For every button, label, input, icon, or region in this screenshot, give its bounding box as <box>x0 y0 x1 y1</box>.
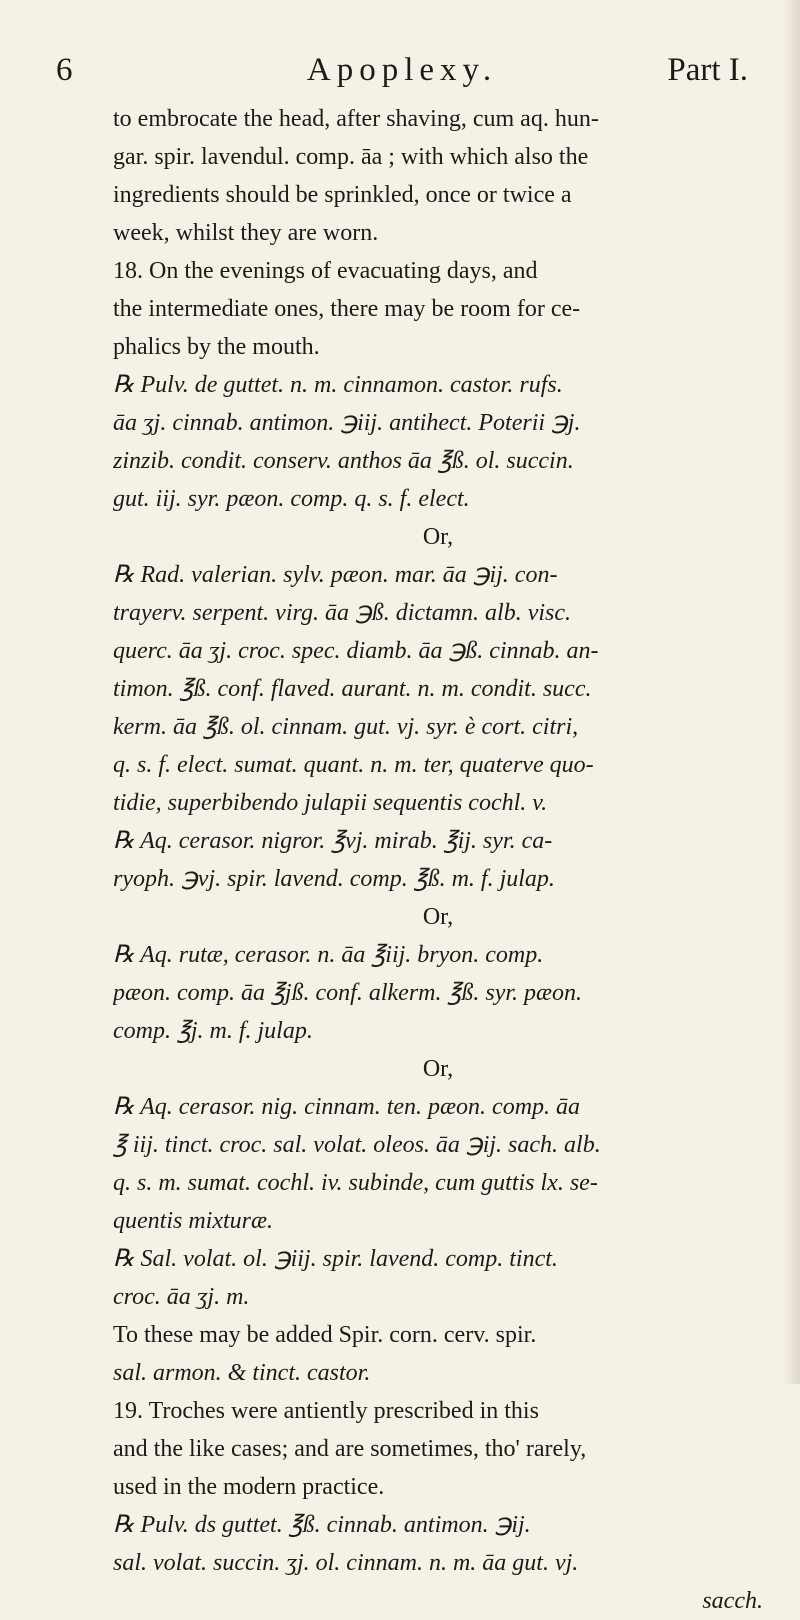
text-line: used in the modern practice. <box>113 1474 385 1500</box>
text-line: the intermediate ones, there may be room for ce- <box>113 296 581 322</box>
text-line: quentis mixturæ. <box>113 1208 273 1234</box>
text-line: ℞ Pulv. ds guttet. ℥ß. cinnab. antimon. ℈ij. <box>113 1512 531 1538</box>
text-line: To these may be added Spir. corn. cerv. spir. <box>113 1322 537 1348</box>
text-line: zinzib. condit. conserv. anthos āa ℥ß. ol. succin. <box>113 448 574 474</box>
text-line: pæon. comp. āa ℥jß. conf. alkerm. ℥ß. syr. pæon. <box>113 980 583 1006</box>
text-line: q. s. f. elect. sumat. quant. n. m. ter, quaterve quo- <box>113 752 594 778</box>
text-line: gar. spir. lavendul. comp. āa ; with which also the <box>113 144 589 170</box>
text-line: ℞ Rad. valerian. sylv. pæon. mar. āa ℈ij. con- <box>113 562 558 588</box>
text-line: sal. volat. succin. ʒj. ol. cinnam. n. m. āa gut. vj. <box>113 1550 579 1576</box>
page-edge-shading <box>782 0 800 1384</box>
part-label: Part I. <box>667 52 748 88</box>
text-line: querc. āa ʒj. croc. spec. diamb. āa ℈ß. cinnab. an- <box>113 638 599 664</box>
text-line: q. s. m. sumat. cochl. iv. subinde, cum guttis lx. se- <box>113 1170 598 1196</box>
page-number: 6 <box>56 52 73 88</box>
text-line: trayerv. serpent. virg. āa ℈ß. dictamn. alb. visc. <box>113 600 572 626</box>
text-line: ℞ Aq. cerasor. nigror. ℥vj. mirab. ℥ij. syr. ca- <box>113 828 553 854</box>
text-line: Or, <box>422 904 454 930</box>
text-line: 18. On the evenings of evacuating days, and <box>113 258 538 284</box>
text-line: timon. ℥ß. conf. flaved. aurant. n. m. condit. succ. <box>113 676 592 702</box>
text-line: Or, <box>422 524 454 550</box>
text-line: and the like cases; and are sometimes, tho' rarely, <box>113 1436 587 1462</box>
text-line: ryoph. ℈vj. spir. lavend. comp. ℥ß. m. f. julap. <box>113 866 555 892</box>
text-line: tidie, superbibendo julapii sequentis cochl. v. <box>113 790 548 816</box>
page-header <box>56 52 748 92</box>
text-line: ℞ Pulv. de guttet. n. m. cinnamon. castor. rufs. <box>113 372 563 398</box>
page-body <box>113 100 763 1620</box>
text-line: sacch. <box>702 1588 763 1614</box>
text-line: Or, <box>422 1056 454 1082</box>
text-line: ingredients should be sprinkled, once or twice a <box>113 182 572 208</box>
text-line: ℥ iij. tinct. croc. sal. volat. oleos. āa ℈ij. sach. alb. <box>113 1132 601 1158</box>
text-line: āa ʒj. cinnab. antimon. ℈iij. antihect. Poterii ℈j. <box>113 410 581 436</box>
text-line: to embrocate the head, after shaving, cum aq. hun- <box>113 106 599 132</box>
text-line: week, whilst they are worn. <box>113 220 379 246</box>
text-line: comp. ℥j. m. f. julap. <box>113 1018 313 1044</box>
text-line: ℞ Aq. rutæ, cerasor. n. āa ℥iij. bryon. comp. <box>113 942 544 968</box>
text-line: phalics by the mouth. <box>113 334 320 360</box>
text-line: ℞ Aq. cerasor. nig. cinnam. ten. pæon. comp. āa <box>113 1094 581 1120</box>
text-line: kerm. āa ℥ß. ol. cinnam. gut. vj. syr. è cort. citri, <box>113 714 579 740</box>
text-line: ℞ Sal. volat. ol. ℈iij. spir. lavend. comp. tinct. <box>113 1246 558 1272</box>
text-line: gut. iij. syr. pæon. comp. q. s. f. elect. <box>113 486 470 512</box>
text-line: 19. Troches were antiently prescribed in this <box>113 1398 539 1424</box>
running-title: Apoplexy. <box>306 52 498 88</box>
text-line: croc. āa ʒj. m. <box>113 1284 250 1310</box>
text-line: sal. armon. & tinct. castor. <box>113 1360 371 1386</box>
